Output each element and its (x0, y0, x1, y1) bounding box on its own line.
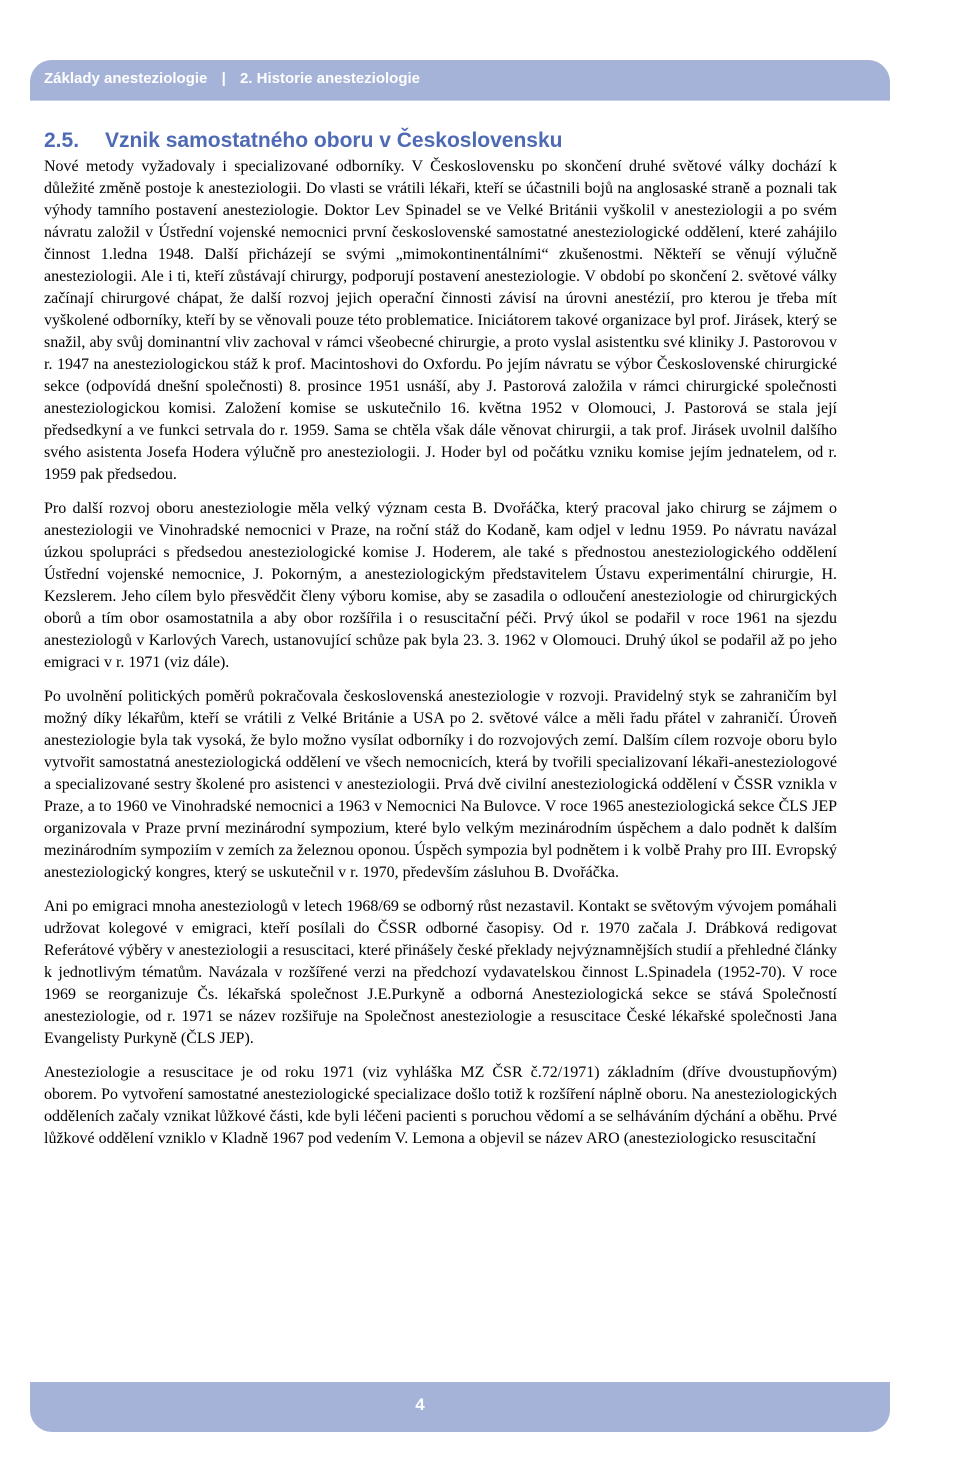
page-number: 4 (415, 1395, 425, 1414)
paragraph: Nové metody vyžadovaly i specializované odborníky. V Československu po skončení druhé světové války dochází k důležité změně postoje k anesteziologii. Do vlasti se vrátili lékaři, kteří se účastnili bojů na anglosaské straně a poznali tak výhody tamního postavení anesteziologie. Doktor Lev Spinadel se ve Velké Británii vyškolil v anesteziologii a po svém návratu založil v Ústřední vojenské nemocnici první československé samostatné anesteziologické oddělení, které zahájilo činnost 1.ledna 1948. Další přicházejí se svými „mimokontinentálními“ zkušenostmi. Někteří se věnují výlučně anesteziologii. Ale i ti, kteří zůstávají chirurgy, podporují postavení anesteziologie. V období po skončení 2. světové války začínají chirurgové chápat, že další rozvoj jejich operační činnosti závisí na úrovni anestézií, pro kterou je třeba mít vyškolené odborníky, kteří by se věnovali pouze této problematice. Iniciátorem takové organizace byl prof. Jirásek, který se snažil, aby svůj dominantní vliv zachoval v rámci všeobecné chirurgie, a proto vyslal asistentku své kliniky J. Pastorovou v r. 1947 na anesteziologickou stáž k prof. Macintoshovi do Oxfordu. Po jejím návratu se výbor Československé chirurgické sekce (odpovídá dnešní společnosti) 8. prosince 1951 usnáší, aby J. Pastorová založila v rámci chirurgické společnosti anesteziologickou komisi. Založení komise se uskutečnilo 16. května 1952 v Olomouci, J. Pastorová se stala její předsedkyní a ve funkci setrvala do r. 1959. Sama se chtěla však dále věnovat chirurgii, a tak prof. Jirásek uvolnil dalšího svého asistenta Josefa Hodera výlučně pro anesteziologii. J. Hoder byl od počátku vzniku komise jejím jednatelem, od r. 1959 pak předsedou. (44, 158, 837, 483)
running-header (44, 70, 420, 87)
header-book-title: Základy anesteziologie (44, 70, 208, 87)
header-separator: | (221, 70, 226, 87)
section-heading (44, 129, 563, 153)
paragraph: Anesteziologie a resuscitace je od roku 1971 (viz vyhláška MZ ČSR č.72/1971) základním (dříve dvoustupňovým) oborem. Po vytvoření samostatné anesteziologické specializace došlo totiž k rozšíření náplně oboru. Na anesteziologických odděleních začaly vznikat lůžkové části, kde byli léčeni pacienti s poruchou vědomí a se selháváním dýchání a oběhu. Prvé lůžkové oddělení vzniklo v Kladně 1967 pod vedením V. Lemona a objevil se název ARO (anesteziologicko resuscitační (44, 1064, 837, 1147)
section-number: 2.5. (44, 129, 80, 152)
paragraph: Po uvolnění politických poměrů pokračovala československá anesteziologie v rozvoji. Pravidelný styk se zahraničím byl možný díky lékařům, kteří se vrátili z Velké Británie a USA po 2. světové válce a měli řadu přátel v zahraničí. Úroveň anesteziologie byla tak vysoká, že bylo možno vysílat odborníky i do rozvojových zemí. Dalším cílem rozvoje oboru bylo vytvořit samostatná anesteziologická oddělení ve všech nemocnicích, která by tvořili specializovaní lékaři-anesteziologové a specializované sestry školené pro asistenci v anesteziologii. Prvá dvě civilní anesteziologická oddělení v ČSSR vznikla v Praze, a to 1960 ve Vinohradské nemocnici a 1963 v Nemocnici Na Bulovce. V roce 1965 anesteziologická sekce ČLS JEP organizovala v Praze první mezinárodní sympozium, které bylo velkým mezinárodním úspěchem a dalo podnět k dalším mezinárodním sympoziím v zemích za železnou oponou. Úspěch sympozia byl podnětem i k volbě Prahy pro III. Evropský anesteziologický kongres, který se uskutečnil v r. 1970, především zásluhou B. Dvořáčka. (44, 688, 837, 881)
paragraph: Pro další rozvoj oboru anesteziologie měla velký význam cesta B. Dvořáčka, který pracoval jako chirurg se zájmem o anesteziologii ve Vinohradské nemocnici v Praze, na roční stáž do Kodaně, kam odjel v lednu 1959. Po návratu navázal úzkou spolupráci s předsedou anesteziologické komise J. Hoderem, ale také s přednostou anesteziologického oddělení Ústřední vojenské nemocnice, J. Pokorným, a anesteziologickým představitelem Ústavu experimentální chirurgie, H. Kezslerem. Jeho cílem bylo přesvědčit členy výboru komise, aby se zasadila o odloučení anesteziologie od chirurgických oborů a tím obor osamostatnila a aby obor rozšířila i o resuscitační péči. Prvý úkol se podařil v roce 1961 na sjezdu anesteziologů v Karlových Varech, ustanovující schůze pak byla 23. 3. 1962 v Olomouci. Druhý úkol se podařil až po jeho emigraci v r. 1971 (viz dále). (44, 500, 837, 671)
paragraph: Ani po emigraci mnoha anesteziologů v letech 1968/69 se odborný růst nezastavil. Kontakt se světovým vývojem pomáhali udržovat kolegové v emigraci, kteří posílali do ČSSR odborné časopisy. Od r. 1970 začala J. Drábková redigovat Referátové výběry v anesteziologii a resuscitaci, které přinášely české překlady nejvýznamnějších studií a přehledné články k jednotlivým tématům. Navázala v rozšířené verzi na předchozí vydavatelskou činnost L.Spinadela (1952-70). V roce 1969 se reorganizuje Čs. lékařská společnost J.E.Purkyně a odborná Anesteziologická sekce se stává Společností anesteziologie, od r. 1971 se název rozšiřuje na Společnost anesteziologie a resuscitace České lékařské společnosti Jana Evangelisty Purkyně (ČLS JEP). (44, 898, 837, 1047)
section-title: Vznik samostatného oboru v Československu (105, 129, 563, 152)
body-text (44, 156, 837, 1162)
header-divider (30, 100, 890, 101)
header-chapter-title: 2. Historie anesteziologie (239, 70, 420, 87)
